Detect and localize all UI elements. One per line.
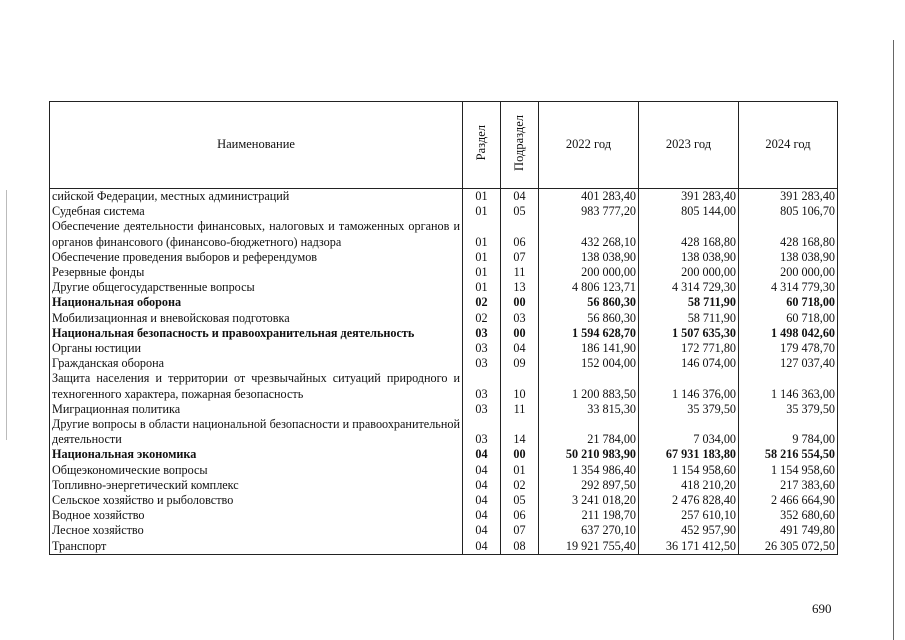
row-name: Другие вопросы в области национальной безопасности и правоохранительной деятельности [50,417,463,447]
row-value-2022: 4 806 123,71 [539,280,639,295]
row-name: Транспорт [50,539,463,555]
header-year-2024: 2024 год [739,102,838,189]
page-number: 690 [812,601,832,616]
row-razdel: 04 [463,478,501,493]
row-value-2024: 138 038,90 [739,250,838,265]
row-value-2023: 67 931 183,80 [639,447,739,462]
row-value-2022: 1 200 883,50 [539,371,639,401]
row-value-2024: 1 146 363,00 [739,371,838,401]
header-year-2023: 2023 год [639,102,739,189]
row-podrazdel: 14 [501,417,539,447]
row-podrazdel: 06 [501,508,539,523]
row-podrazdel: 13 [501,280,539,295]
row-value-2024: 391 283,40 [739,189,838,205]
row-value-2024: 35 379,50 [739,402,838,417]
table-row [50,539,838,555]
row-value-2023: 138 038,90 [639,250,739,265]
header-podrazdel [501,102,539,189]
table-row [50,341,838,356]
row-podrazdel: 07 [501,250,539,265]
row-value-2022: 432 268,10 [539,219,639,249]
row-name: Защита населения и территории от чрезвычайных ситуаций природного и техногенного характера, пожарная безопасность [50,371,463,401]
table-body [50,189,838,555]
row-value-2022: 1 354 986,40 [539,463,639,478]
table-row [50,356,838,371]
row-name: Лесное хозяйство [50,523,463,538]
table-row [50,417,838,447]
table-row [50,311,838,326]
row-value-2022: 50 210 983,90 [539,447,639,462]
row-podrazdel: 11 [501,265,539,280]
table-row [50,493,838,508]
table-row [50,463,838,478]
row-value-2022: 21 784,00 [539,417,639,447]
row-value-2023: 1 507 635,30 [639,326,739,341]
row-name: Мобилизационная и вневойсковая подготовка [50,311,463,326]
row-name: Национальная экономика [50,447,463,462]
row-value-2023: 391 283,40 [639,189,739,205]
row-value-2023: 4 314 729,30 [639,280,739,295]
row-razdel: 04 [463,523,501,538]
row-podrazdel: 00 [501,295,539,310]
row-value-2024: 200 000,00 [739,265,838,280]
row-value-2023: 1 146 376,00 [639,371,739,401]
scan-edge-right [893,40,894,640]
row-value-2022: 186 141,90 [539,341,639,356]
row-value-2022: 211 198,70 [539,508,639,523]
row-value-2022: 33 815,30 [539,402,639,417]
table-row [50,265,838,280]
row-value-2022: 983 777,20 [539,204,639,219]
row-podrazdel: 02 [501,478,539,493]
row-razdel: 03 [463,341,501,356]
table-row [50,250,838,265]
row-value-2022: 1 594 628,70 [539,326,639,341]
table-header-row [50,102,838,189]
header-year-2022: 2022 год [539,102,639,189]
row-value-2024: 428 168,80 [739,219,838,249]
table-row [50,523,838,538]
row-value-2023: 146 074,00 [639,356,739,371]
row-podrazdel: 05 [501,204,539,219]
row-value-2022: 637 270,10 [539,523,639,538]
row-name: Обеспечение проведения выборов и референдумов [50,250,463,265]
row-podrazdel: 11 [501,402,539,417]
row-value-2022: 152 004,00 [539,356,639,371]
row-name: Национальная оборона [50,295,463,310]
row-value-2023: 200 000,00 [639,265,739,280]
table-row [50,189,838,205]
row-podrazdel: 10 [501,371,539,401]
table-row [50,219,838,249]
row-value-2024: 127 037,40 [739,356,838,371]
table-row [50,447,838,462]
table-row [50,204,838,219]
row-value-2022: 56 860,30 [539,295,639,310]
row-value-2022: 3 241 018,20 [539,493,639,508]
row-value-2023: 58 711,90 [639,295,739,310]
scan-edge-left [6,190,7,440]
row-razdel: 01 [463,280,501,295]
row-razdel: 02 [463,311,501,326]
row-value-2024: 217 383,60 [739,478,838,493]
row-razdel: 04 [463,508,501,523]
budget-table [49,101,838,555]
table-row [50,508,838,523]
row-podrazdel: 00 [501,326,539,341]
row-value-2023: 35 379,50 [639,402,739,417]
row-razdel: 03 [463,417,501,447]
row-podrazdel: 06 [501,219,539,249]
row-name: Обеспечение деятельности финансовых, налоговых и таможенных органов и органов финансового (финансово-бюджетного) надзора [50,219,463,249]
row-name: Водное хозяйство [50,508,463,523]
row-name: Национальная безопасность и правоохранительная деятельность [50,326,463,341]
header-razdel [463,102,501,189]
row-razdel: 03 [463,402,501,417]
row-razdel: 01 [463,250,501,265]
row-value-2022: 138 038,90 [539,250,639,265]
row-value-2023: 428 168,80 [639,219,739,249]
row-razdel: 04 [463,447,501,462]
row-name: Топливно-энергетический комплекс [50,478,463,493]
row-name: Другие общегосударственные вопросы [50,280,463,295]
row-razdel: 01 [463,204,501,219]
row-value-2023: 418 210,20 [639,478,739,493]
row-value-2024: 9 784,00 [739,417,838,447]
row-value-2023: 257 610,10 [639,508,739,523]
row-value-2023: 2 476 828,40 [639,493,739,508]
row-razdel: 04 [463,493,501,508]
row-podrazdel: 08 [501,539,539,555]
table-row [50,371,838,401]
row-name: Общеэкономические вопросы [50,463,463,478]
row-razdel: 04 [463,463,501,478]
row-value-2024: 26 305 072,50 [739,539,838,555]
row-razdel: 02 [463,295,501,310]
table-row [50,402,838,417]
row-value-2023: 58 711,90 [639,311,739,326]
row-value-2024: 58 216 554,50 [739,447,838,462]
row-value-2024: 1 498 042,60 [739,326,838,341]
header-podrazdel-label: Подраздел [511,114,526,171]
row-razdel: 03 [463,326,501,341]
row-podrazdel: 04 [501,341,539,356]
table-row [50,295,838,310]
row-value-2023: 1 154 958,60 [639,463,739,478]
row-value-2023: 452 957,90 [639,523,739,538]
row-value-2024: 491 749,80 [739,523,838,538]
row-value-2023: 36 171 412,50 [639,539,739,555]
row-name: Сельское хозяйство и рыболовство [50,493,463,508]
row-razdel: 01 [463,219,501,249]
row-podrazdel: 04 [501,189,539,205]
row-podrazdel: 05 [501,493,539,508]
row-razdel: 03 [463,371,501,401]
row-value-2024: 179 478,70 [739,341,838,356]
row-name: сийской Федерации, местных администраций [50,189,463,205]
row-value-2022: 56 860,30 [539,311,639,326]
row-razdel: 04 [463,539,501,555]
row-value-2022: 401 283,40 [539,189,639,205]
row-name: Судебная система [50,204,463,219]
row-name: Резервные фонды [50,265,463,280]
row-value-2024: 60 718,00 [739,295,838,310]
table-row [50,326,838,341]
row-value-2023: 7 034,00 [639,417,739,447]
row-value-2024: 2 466 664,90 [739,493,838,508]
row-podrazdel: 07 [501,523,539,538]
row-value-2024: 1 154 958,60 [739,463,838,478]
table-row [50,280,838,295]
row-podrazdel: 00 [501,447,539,462]
row-podrazdel: 03 [501,311,539,326]
row-podrazdel: 09 [501,356,539,371]
header-razdel-label: Раздел [473,125,488,161]
row-value-2022: 19 921 755,40 [539,539,639,555]
row-value-2022: 200 000,00 [539,265,639,280]
row-value-2024: 60 718,00 [739,311,838,326]
row-razdel: 01 [463,189,501,205]
row-name: Миграционная политика [50,402,463,417]
row-razdel: 01 [463,265,501,280]
row-value-2024: 805 106,70 [739,204,838,219]
row-name: Гражданская оборона [50,356,463,371]
row-value-2023: 805 144,00 [639,204,739,219]
row-name: Органы юстиции [50,341,463,356]
row-razdel: 03 [463,356,501,371]
table-row [50,478,838,493]
row-value-2024: 4 314 779,30 [739,280,838,295]
header-name: Наименование [50,102,463,189]
row-value-2022: 292 897,50 [539,478,639,493]
row-value-2023: 172 771,80 [639,341,739,356]
row-podrazdel: 01 [501,463,539,478]
row-value-2024: 352 680,60 [739,508,838,523]
